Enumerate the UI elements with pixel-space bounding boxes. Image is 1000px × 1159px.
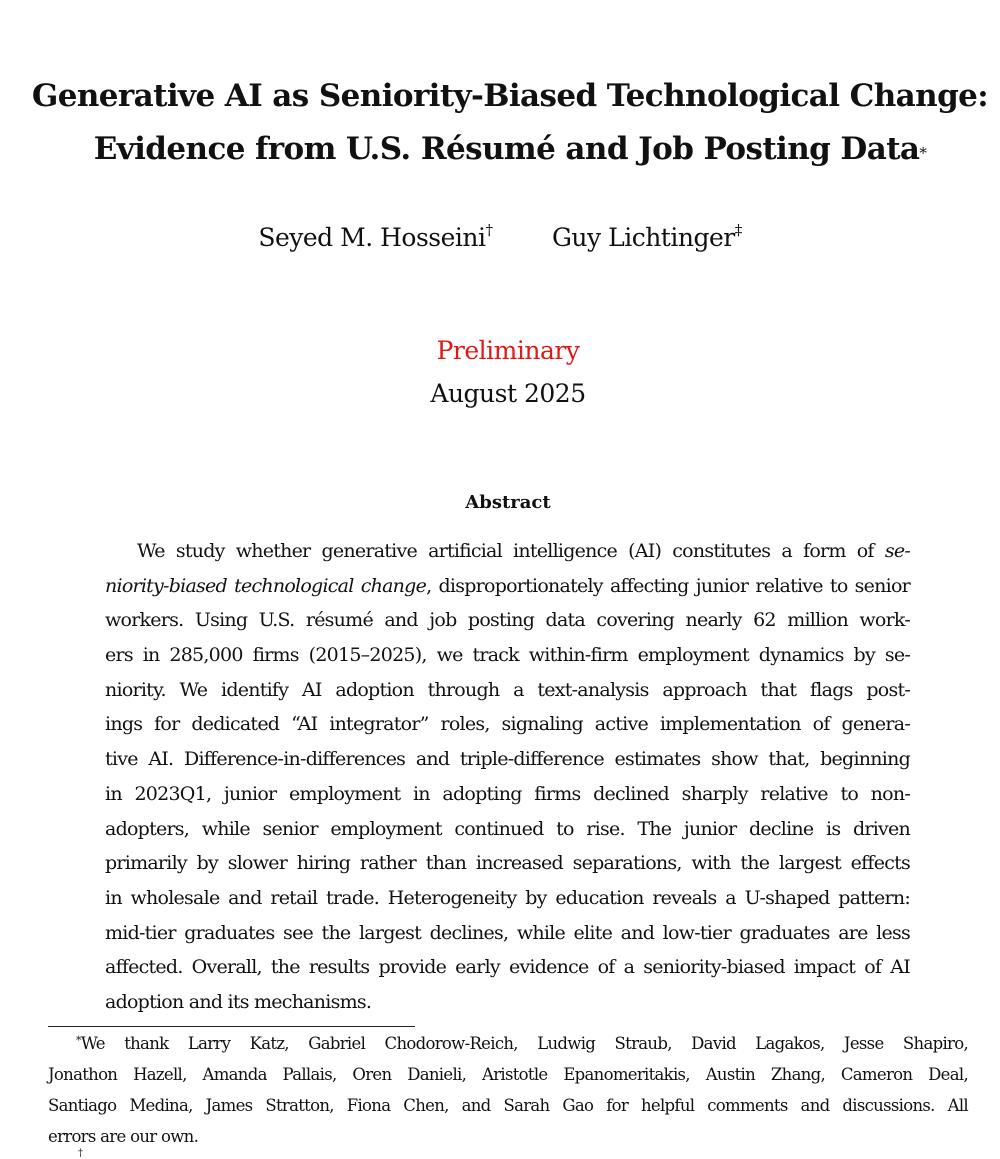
abstract-line: mid-tier graduates see the largest declines, while elite and low-tier graduates are less [105,921,910,944]
title-text-1: Generative AI as Seniority-Biased Technological Change: [31,78,989,114]
author-1 [258,223,492,252]
abstract-line-1-text: We study whether generative artificial intelligence (AI) constitutes a form of [137,540,885,562]
author-2-name: Guy Lichtinger [551,223,735,252]
abstract-line: in wholesale and retail trade. Heterogeneity by education reveals a U-shaped pattern: [105,886,910,909]
author-1-name: Seyed M. Hosseini [258,223,486,252]
paper-date: August 2025 [430,379,586,408]
paper-title-line-2 [20,122,1000,176]
abstract-line: ers in 285,000 firms (2015–2025), we track within-firm employment dynamics by se- [105,644,910,667]
abstract-line: workers. Using U.S. résumé and job posting data covering nearly 62 million work- [105,609,910,632]
footnote-acknowledgments [48,1028,968,1152]
footnote-line: errors are our own. [48,1127,199,1146]
abstract-line-2-italic: niority-biased technological change [105,574,427,597]
author-1-footnote-mark[interactable]: † [485,221,493,239]
next-footnote-mark: † [78,1148,83,1159]
footnote-rule [48,1026,415,1027]
footnote-line: Santiago Medina, James Stratton, Fiona Chen, and Sarah Gao for helpful comments and discussions. All [48,1096,968,1115]
abstract-heading: Abstract [465,492,551,513]
abstract-line: tive AI. Difference-in-differences and triple-difference estimates show that, beginning [105,748,910,771]
abstract-line-1-italic: se- [884,540,910,562]
author-2 [552,223,742,252]
footnote-line: Jonathon Hazell, Amanda Pallais, Oren Danieli, Aristotle Epanomeritakis, Austin Zhang, Cameron Deal, [48,1065,968,1084]
abstract-line: adoption and its mechanisms. [105,990,372,1013]
abstract-body [105,534,910,1020]
title-text-2: Evidence from U.S. Résumé and Job Posting Data [93,131,920,167]
abstract-line: primarily by slower hiring rather than increased separations, with the largest effects [105,852,910,875]
footnote-line-1-text: We thank Larry Katz, Gabriel Chodorow-Reich, Ludwig Straub, David Lagakos, Jesse Shapiro, [80,1034,968,1053]
abstract-line [105,534,910,569]
footnote-mark: * [76,1034,81,1047]
paper-title-line-1 [20,69,1000,123]
author-2-footnote-mark[interactable]: ‡ [734,221,742,239]
abstract-line: affected. Overall, the results provide early evidence of a seniority-biased impact of AI [105,956,910,979]
footnote-line [48,1028,968,1059]
abstract-line: in 2023Q1, junior employment in adopting firms declined sharply relative to non- [105,782,910,805]
abstract-line: niority. We identify AI adoption through a text-analysis approach that flags post- [105,678,910,701]
abstract-line: ings for dedicated “AI integrator” roles, signaling active implementation of genera- [105,713,910,736]
author-list [0,223,1000,252]
abstract-line [105,569,910,604]
abstract-line: adopters, while senior employment continued to rise. The junior decline is driven [105,817,910,840]
abstract-line-2-text: , disproportionately affecting junior relative to senior [426,574,910,597]
title-footnote-mark[interactable]: * [919,144,927,162]
draft-status: Preliminary [436,336,580,365]
